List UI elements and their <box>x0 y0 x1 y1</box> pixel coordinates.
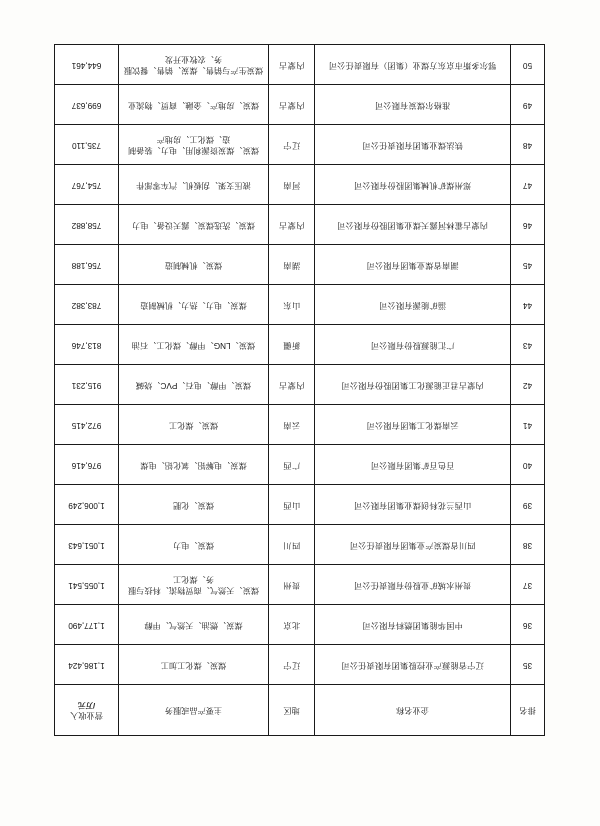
cell-company: 铁法煤业集团有限责任公司 <box>315 125 511 165</box>
cell-rank: 48 <box>511 125 545 165</box>
cell-rank: 45 <box>511 245 545 285</box>
table-row <box>55 405 545 445</box>
header-revenue-line2: /万元 <box>77 700 96 710</box>
cell-rank: 37 <box>511 565 545 605</box>
cell-company: 百色百矿集团有限公司 <box>315 445 511 485</box>
coal-enterprise-ranking-table <box>54 44 545 736</box>
cell-region: 内蒙古 <box>269 365 315 405</box>
table-row <box>55 325 545 365</box>
cell-products: 煤炭、电解铝、氧化铝、电煤 <box>119 445 269 485</box>
cell-products: 煤炭、电力 <box>119 525 269 565</box>
header-company: 企业名称 <box>315 685 511 736</box>
cell-region: 云南 <box>269 405 315 445</box>
cell-products: 煤炭、电力、热力、机械制造 <box>119 285 269 325</box>
header-region: 地区 <box>269 685 315 736</box>
cell-products: 煤炭、房地产、金融、商贸、物流业 <box>119 85 269 125</box>
cell-rank: 46 <box>511 205 545 245</box>
header-rank: 排名 <box>511 685 545 736</box>
cell-revenue: 756,188 <box>55 245 119 285</box>
cell-company: 四川省煤炭产业集团有限责任公司 <box>315 525 511 565</box>
cell-products: 煤炭、天然气、商贸物流、科技与服务、煤化工 <box>119 565 269 605</box>
cell-company: 湖南省煤业集团有限公司 <box>315 245 511 285</box>
table-sheet <box>55 55 545 736</box>
cell-region: 山东 <box>269 285 315 325</box>
table-row <box>55 85 545 125</box>
cell-region: 河南 <box>269 165 315 205</box>
cell-revenue: 1,055,541 <box>55 565 119 605</box>
cell-company: 内蒙古霍林河露天煤业集团股份有限公司 <box>315 205 511 245</box>
table-row <box>55 45 545 85</box>
cell-region: 辽宁 <box>269 125 315 165</box>
cell-region: 内蒙古 <box>269 85 315 125</box>
cell-company: 山西兰花科创煤业集团有限公司 <box>315 485 511 525</box>
table-header <box>55 685 545 736</box>
cell-revenue: 644,461 <box>55 45 119 85</box>
cell-region: 四川 <box>269 525 315 565</box>
table-row <box>55 605 545 645</box>
table-row <box>55 125 545 165</box>
cell-products: 煤炭、甲醇、电石、PVC、烧碱 <box>119 365 269 405</box>
cell-region: 北京 <box>269 605 315 645</box>
cell-revenue: 735,110 <box>55 125 119 165</box>
cell-products: 煤炭、机械制造 <box>119 245 269 285</box>
table-row <box>55 245 545 285</box>
cell-products: 煤炭、煤炭资源利用、电力、装备制造、煤化工、房地产 <box>119 125 269 165</box>
cell-company: 淄矿能源有限公司 <box>315 285 511 325</box>
cell-rank: 49 <box>511 85 545 125</box>
cell-rank: 43 <box>511 325 545 365</box>
cell-revenue: 699,637 <box>55 85 119 125</box>
table-row <box>55 365 545 405</box>
cell-company: 中国华能集团燃料有限公司 <box>315 605 511 645</box>
cell-rank: 39 <box>511 485 545 525</box>
cell-products: 煤炭、洗选煤炭、露天设备、电力 <box>119 205 269 245</box>
cell-region: 新疆 <box>269 325 315 365</box>
table-row <box>55 285 545 325</box>
cell-region: 辽宁 <box>269 645 315 685</box>
cell-region: 湖南 <box>269 245 315 285</box>
cell-revenue: 813,746 <box>55 325 119 365</box>
cell-revenue: 754,767 <box>55 165 119 205</box>
cell-revenue: 915,231 <box>55 365 119 405</box>
cell-rank: 42 <box>511 365 545 405</box>
cell-region: 内蒙古 <box>269 45 315 85</box>
cell-products: 煤炭、煤化工加工 <box>119 645 269 685</box>
cell-revenue: 1,177,490 <box>55 605 119 645</box>
cell-revenue: 1,051,643 <box>55 525 119 565</box>
cell-company: 内蒙古君正能源化工集团股份有限公司 <box>315 365 511 405</box>
cell-products: 煤炭生产与销售、煤炭、销售、餐饮服务、农牧业开发 <box>119 45 269 85</box>
cell-revenue: 972,415 <box>55 405 119 445</box>
cell-rank: 41 <box>511 405 545 445</box>
cell-rank: 44 <box>511 285 545 325</box>
cell-products: 煤炭、LNG、甲醇、煤化工、石油 <box>119 325 269 365</box>
cell-products: 煤炭、煤化工 <box>119 405 269 445</box>
cell-rank: 35 <box>511 645 545 685</box>
cell-company: 云南煤化工集团有限公司 <box>315 405 511 445</box>
cell-revenue: 783,382 <box>55 285 119 325</box>
table-row <box>55 525 545 565</box>
cell-rank: 47 <box>511 165 545 205</box>
cell-rank: 50 <box>511 45 545 85</box>
cell-region: 山西 <box>269 485 315 525</box>
table-row <box>55 445 545 485</box>
cell-company: 郑州煤矿机械集团股份有限公司 <box>315 165 511 205</box>
cell-rank: 38 <box>511 525 545 565</box>
table-row <box>55 485 545 525</box>
cell-revenue: 758,882 <box>55 205 119 245</box>
cell-rank: 36 <box>511 605 545 645</box>
cell-products: 煤炭、燃油、天然气、甲醇 <box>119 605 269 645</box>
cell-region: 内蒙古 <box>269 205 315 245</box>
table-row <box>55 645 545 685</box>
cell-revenue: 1,006,249 <box>55 485 119 525</box>
cell-company: 贵州水城矿业股份有限责任公司 <box>315 565 511 605</box>
cell-company: 广汇能源股份有限公司 <box>315 325 511 365</box>
cell-revenue: 1,186,424 <box>55 645 119 685</box>
cell-products: 煤炭、化肥 <box>119 485 269 525</box>
table-body <box>55 45 545 685</box>
cell-company: 辽宁省能源产业控股集团有限责任公司 <box>315 645 511 685</box>
table-row <box>55 565 545 605</box>
cell-region: 贵州 <box>269 565 315 605</box>
cell-region: 广西 <box>269 445 315 485</box>
cell-company: 鄂尔多斯市京东方煤业（集团）有限责任公司 <box>315 45 511 85</box>
cell-products: 液压支架、刮板机、汽车零部件 <box>119 165 269 205</box>
cell-revenue: 976,416 <box>55 445 119 485</box>
table-row <box>55 205 545 245</box>
cell-company: 准格尔煤炭有限公司 <box>315 85 511 125</box>
header-revenue-line1: 营业收入 <box>70 710 103 720</box>
table-header-row <box>55 685 545 736</box>
table-row <box>55 165 545 205</box>
cell-rank: 40 <box>511 445 545 485</box>
header-products: 主要产品或服务 <box>119 685 269 736</box>
header-revenue <box>55 685 119 736</box>
